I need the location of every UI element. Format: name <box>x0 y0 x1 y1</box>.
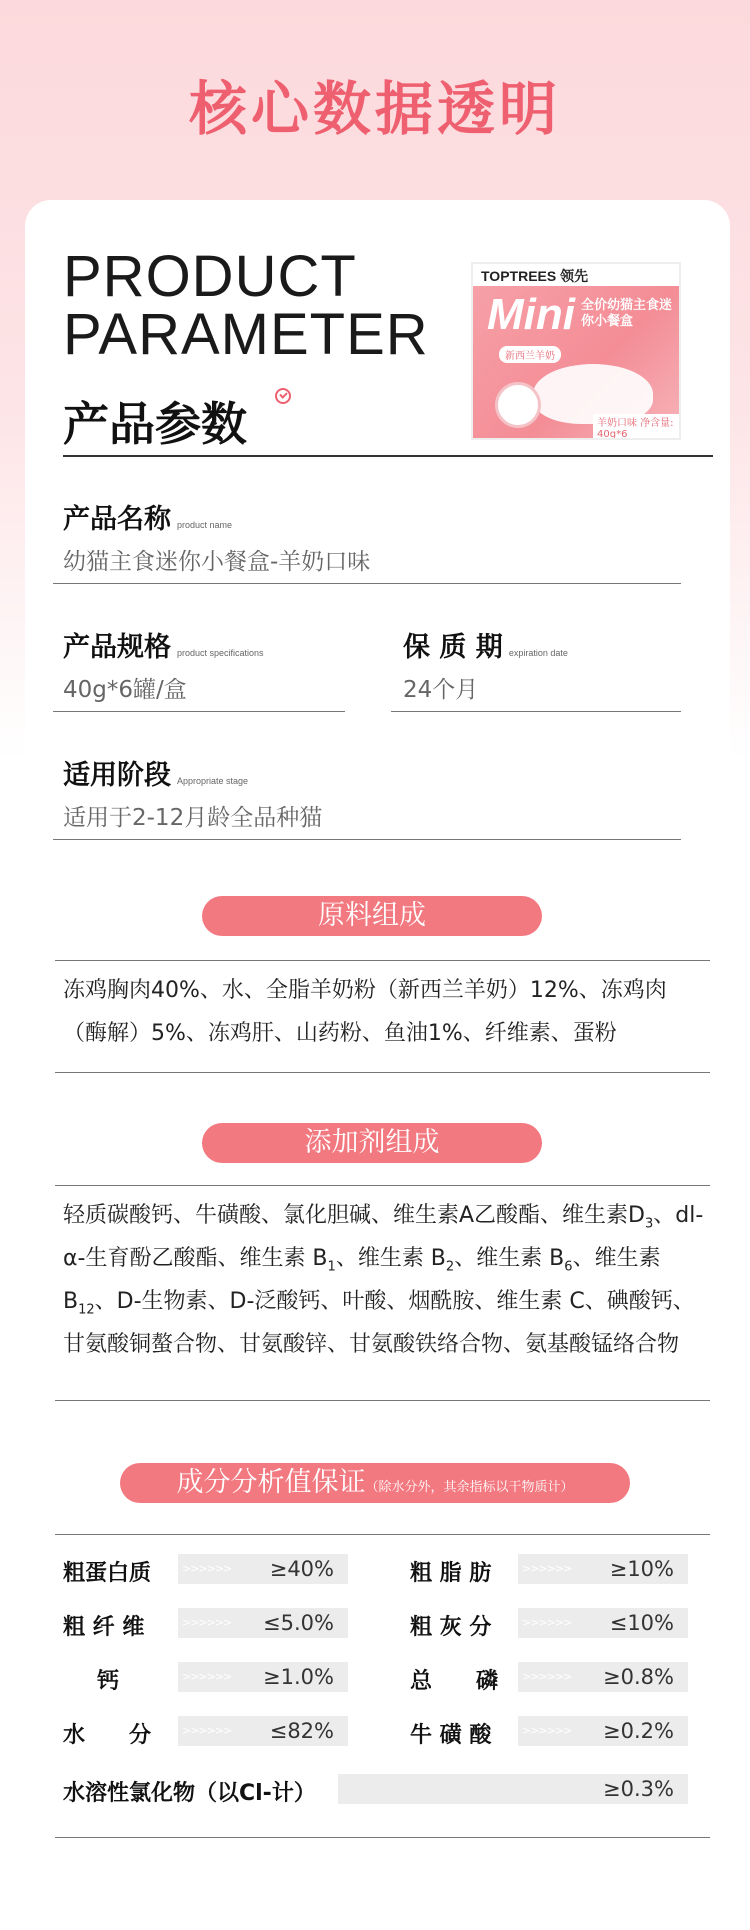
product-name-label-sub: product name <box>177 520 233 530</box>
arrows-icon: >>>>>> <box>182 1562 232 1575</box>
analysis-label-calcium: 钙 <box>97 1669 120 1694</box>
analysis-note: （除水分外，其余指标以干物质计） <box>365 1480 574 1495</box>
arrows-icon: >>>>>> <box>182 1724 232 1737</box>
package-mini-logo: Mini <box>487 290 575 339</box>
analysis-bottom-line <box>55 1837 710 1838</box>
additives-sub-3: 2 <box>445 1259 455 1275</box>
analysis-value-chloride: ≥0.3% <box>603 1777 674 1801</box>
additives-part-4: 、维生素 B <box>454 1246 565 1271</box>
ingredients-text: 冻鸡胸肉40%、水、全脂羊奶粉（新西兰羊奶）12%、冻鸡肉（酶解）5%、冻鸡肝、山药粉、鱼油1%、纤维素、蛋粉 <box>63 978 667 1046</box>
package-brand: TOPTREES 领先 <box>481 268 589 284</box>
analysis-value-protein: ≥40% <box>269 1557 334 1581</box>
additives-part-5: 、维生素 B <box>63 1246 661 1314</box>
additives-bottom-line <box>55 1400 710 1401</box>
additives-sub-2: 1 <box>327 1259 336 1275</box>
ingredients-title-pill: 原料组成 <box>202 896 542 936</box>
shelf-life-value: 24个月 <box>403 677 479 703</box>
additives-part-3: 、维生素 B <box>335 1246 446 1271</box>
arrows-icon: >>>>>> <box>522 1616 572 1629</box>
can-icon <box>495 382 541 428</box>
applicable-stage-label-sub: Appropriate stage <box>177 776 249 786</box>
package-flavor: 羊奶口味 净含量: 40g*6 <box>593 414 679 440</box>
english-title-line2: PARAMETER <box>63 302 429 367</box>
additives-title-pill: 添加剂组成 <box>202 1123 542 1163</box>
analysis-bar-taurine <box>518 1716 688 1746</box>
arrows-icon: >>>>>> <box>522 1562 572 1575</box>
shelf-life-label-sub: expiration date <box>508 648 568 658</box>
product-name-value: 幼猫主食迷你小餐盒-羊奶口味 <box>63 549 371 575</box>
analysis-label-phosphorus: 总 磷 <box>410 1669 499 1694</box>
applicable-stage-value: 适用于2-12月龄全品种猫 <box>63 805 323 831</box>
additives-part-1: 轻质碳酸钙、牛磺酸、氯化胆碱、维生素A乙酸酯、维生素D <box>63 1203 645 1228</box>
product-spec-value: 40g*6罐/盒 <box>63 677 187 703</box>
applicable-stage-label <box>63 753 248 792</box>
ingredients-top-line <box>55 960 710 961</box>
applicable-stage-label-text: 适用阶段 <box>63 760 171 791</box>
package-subtitle: 全价幼猫主食迷你小餐盒 <box>581 298 673 329</box>
additives-sub-1: 3 <box>645 1216 654 1232</box>
analysis-label-chloride: 水溶性氯化物（以Cl-计） <box>63 1781 316 1806</box>
additives-text <box>63 1194 713 1366</box>
analysis-value-phosphorus: ≥0.8% <box>603 1665 674 1689</box>
header-divider <box>63 455 713 457</box>
analysis-bar-fat <box>518 1554 688 1584</box>
ingredients-bottom-line <box>55 1072 710 1073</box>
additives-sub-5: 12 <box>78 1302 95 1318</box>
page-title: 核心数据透明 <box>188 75 561 143</box>
analysis-bar-ash <box>518 1608 688 1638</box>
product-package-image <box>471 262 681 440</box>
analysis-bar-protein <box>178 1554 348 1584</box>
shelf-life-label-text: 保 质 期 <box>403 632 503 663</box>
analysis-title-pill <box>120 1463 630 1503</box>
analysis-label-fiber: 粗 纤 维 <box>63 1615 145 1640</box>
analysis-top-line <box>55 1534 710 1535</box>
parameter-card <box>25 200 730 1930</box>
applicable-stage-underline <box>53 839 681 840</box>
analysis-title: 成分分析值保证 <box>176 1467 366 1498</box>
analysis-value-calcium: ≥1.0% <box>263 1665 334 1689</box>
analysis-label-moisture: 水 分 <box>63 1723 152 1748</box>
additives-top-line <box>55 1185 710 1186</box>
analysis-bar-chloride <box>338 1774 688 1804</box>
product-spec-label <box>63 625 264 664</box>
additives-sub-4: 6 <box>564 1259 573 1275</box>
shelf-life-label <box>403 625 568 664</box>
analysis-bar-calcium <box>178 1662 348 1692</box>
english-title-line1: PRODUCT <box>63 244 357 309</box>
product-spec-label-text: 产品规格 <box>63 632 171 663</box>
product-name-underline <box>53 583 681 584</box>
analysis-label-taurine: 牛 磺 酸 <box>410 1723 492 1748</box>
additives-part-6: 、D-生物素、D-泛酸钙、叶酸、烟酰胺、维生素 C、碘酸钙、甘氨酸铜螯合物、甘氨酸锌、甘氨酸铁络合物、氨基酸锰络合物 <box>63 1289 695 1357</box>
product-name-label <box>63 497 232 536</box>
arrows-icon: >>>>>> <box>182 1616 232 1629</box>
additives-part-2: 、dl-α-生育酚乙酸酯、维生素 B <box>63 1203 704 1271</box>
analysis-label-protein: 粗蛋白质 <box>63 1561 152 1586</box>
package-tag: 新西兰羊奶 <box>499 346 561 363</box>
product-name-label-text: 产品名称 <box>63 504 171 535</box>
arrows-icon: >>>>>> <box>182 1670 232 1683</box>
shelf-life-underline <box>391 711 681 712</box>
analysis-bar-phosphorus <box>518 1662 688 1692</box>
analysis-value-fat: ≥10% <box>609 1557 674 1581</box>
analysis-value-fiber: ≤5.0% <box>263 1611 334 1635</box>
english-title <box>63 244 429 367</box>
analysis-bar-moisture <box>178 1716 348 1746</box>
analysis-value-taurine: ≥0.2% <box>603 1719 674 1743</box>
analysis-bar-fiber <box>178 1608 348 1638</box>
analysis-label-fat: 粗 脂 肪 <box>410 1561 492 1586</box>
analysis-label-ash: 粗 灰 分 <box>410 1615 492 1640</box>
analysis-value-ash: ≤10% <box>609 1611 674 1635</box>
chinese-title: 产品参数 <box>63 397 247 451</box>
product-spec-underline <box>53 711 345 712</box>
check-circle-icon <box>275 388 291 404</box>
arrows-icon: >>>>>> <box>522 1724 572 1737</box>
analysis-value-moisture: ≤82% <box>269 1719 334 1743</box>
product-spec-label-sub: product specifications <box>177 648 264 658</box>
arrows-icon: >>>>>> <box>522 1670 572 1683</box>
